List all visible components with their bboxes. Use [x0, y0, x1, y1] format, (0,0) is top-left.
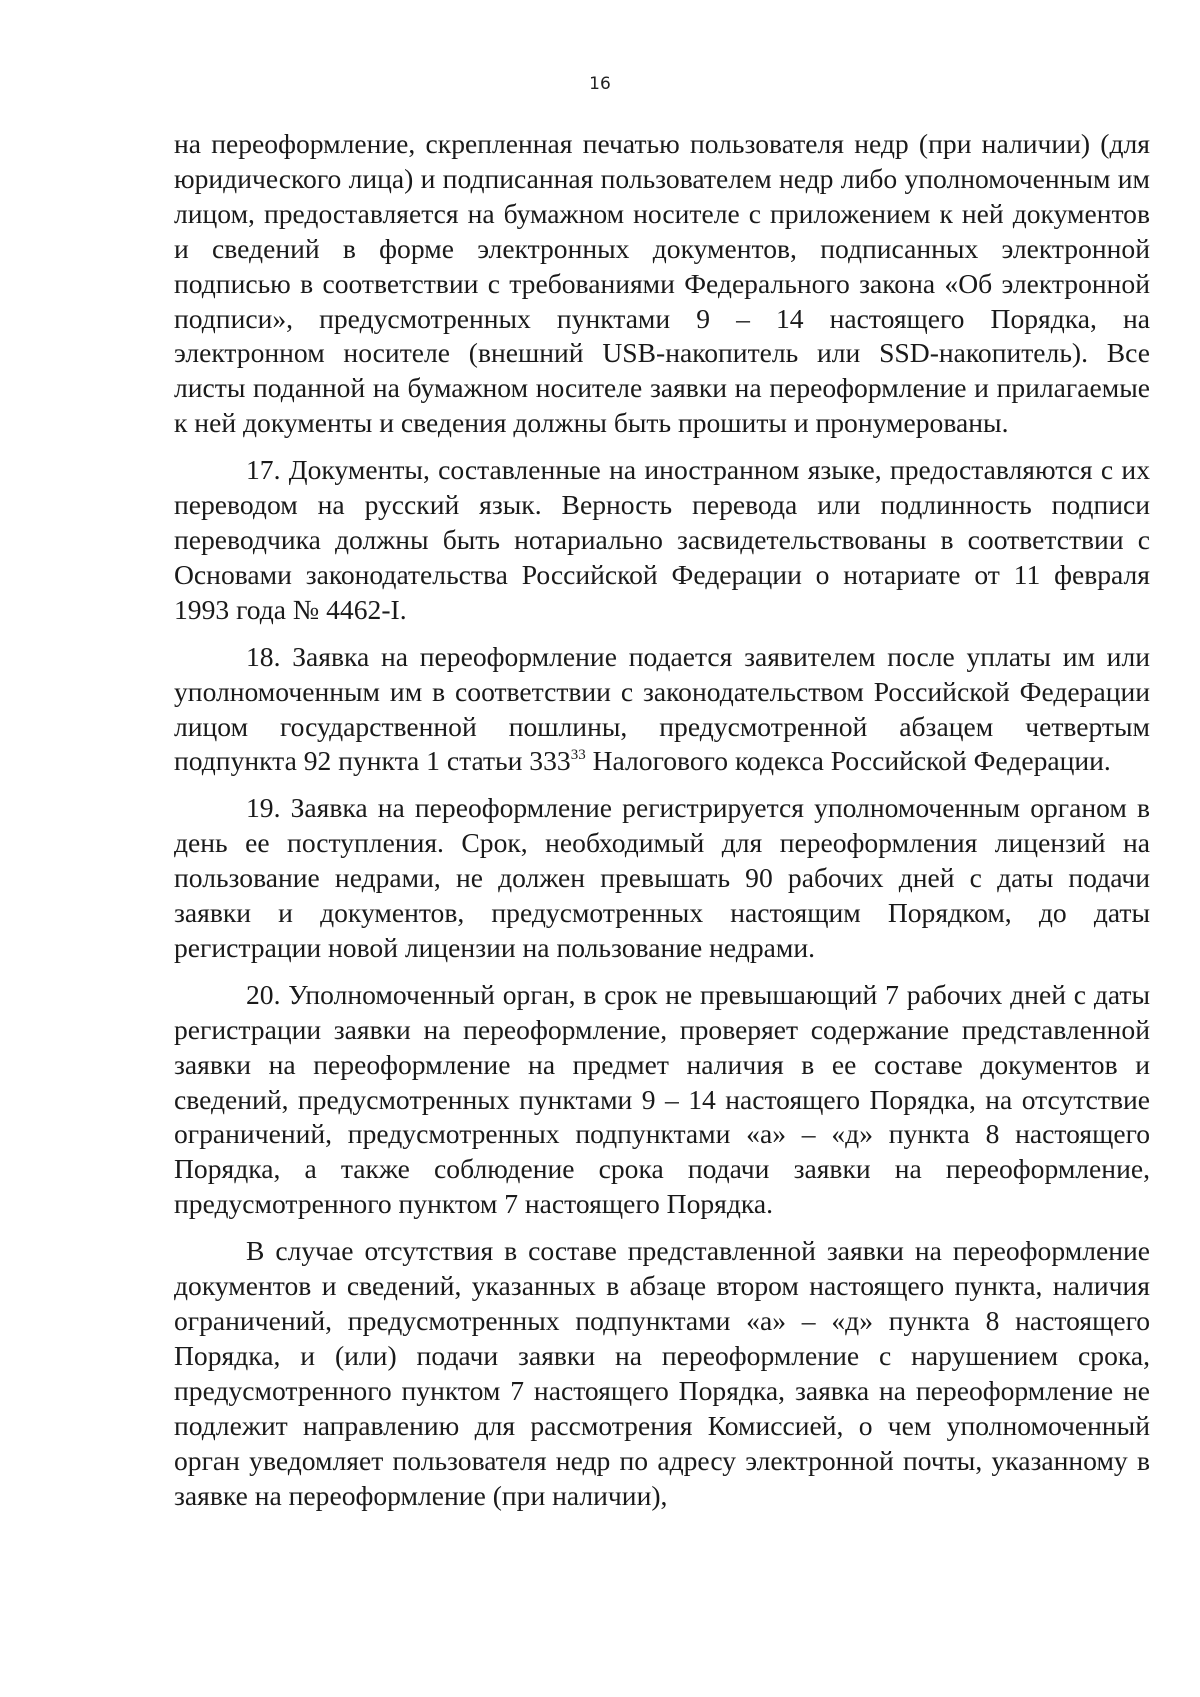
paragraph-18: [174, 640, 1150, 780]
paragraph-continuation: на переоформление, скрепленная печатью пользователя недр (при наличии) (для юридического лица) и подписанная пользователем недр либо уполномоченным им лицом, предоставляется на бумажном носителе с приложением к ней документов и сведений в форме электронных документов, подписанных электронной подписью в соответствии с требованиями Федерального закона «Об электронной подписи», предусмотренных пунктами 9 – 14 настоящего Порядка, на электронном носителе (внешний USB-накопитель или SSD-накопитель). Все листы поданной на бумажном носителе заявки на переоформление и прилагаемые к ней документы и сведения должны быть прошиты и пронумерованы.: [174, 128, 1150, 439]
paragraph-17: 17. Документы, составленные на иностранном языке, предоставляются с их переводом на русский язык. Верность перевода или подлинность подписи переводчика должны быть нотариально засвидетельствованы в соответствии с Основами законодательства Российской Федерации о нотариате от 11 февраля 1993 года № 4462-I.: [174, 454, 1150, 625]
paragraph-19: 19. Заявка на переоформление регистрируется уполномоченным органом в день ее поступления. Срок, необходимый для переоформления лицензий на пользование недрами, не должен превышать 90 рабочих дней с даты подачи заявки и документов, предусмотренных настоящим Порядком, до даты регистрации новой лицензии на пользование недрами.: [174, 792, 1150, 963]
document-body: [174, 127, 1150, 1525]
footnote-superscript: 33: [570, 747, 586, 764]
paragraph-20-second: В случае отсутствия в составе представленной заявки на переоформление документов и сведений, указанных в абзаце втором настоящего пункта, наличия ограничений, предусмотренных подпунктами «а» – «д» пункта 8 настоящего Порядка, и (или) подачи заявки на переоформление с нарушением срока, предусмотренного пунктом 7 настоящего Порядка, заявка на переоформление не подлежит направлению для рассмотрения Комиссией, о чем уполномоченный орган уведомляет пользователя недр по адресу электронной почты, указанному в заявке на переоформление (при наличии),: [174, 1235, 1150, 1511]
page-number: 16: [589, 74, 611, 94]
paragraph-20: 20. Уполномоченный орган, в срок не превышающий 7 рабочих дней с даты регистрации заявки на переоформление, проверяет содержание представленной заявки на переоформление на предмет наличия в ее составе документов и сведений, предусмотренных пунктами 9 – 14 настоящего Порядка, на отсутствие ограничений, предусмотренных подпунктами «а» – «д» пункта 8 настоящего Порядка, а также соблюдение срока подачи заявки на переоформление, предусмотренного пунктом 7 настоящего Порядка.: [174, 978, 1150, 1220]
paragraph-18-text-after: Налогового кодекса Российской Федерации.: [585, 745, 1111, 777]
paragraph-18-text-before: 18. Заявка на переоформление подается заявителем после уплаты им или уполномоченным им в соответствии с законодательством Российской Федерации лицом государственной пошлины, предусмотренной абзацем четвертым подпункта 92 пункта 1 статьи 333: [174, 640, 1150, 777]
